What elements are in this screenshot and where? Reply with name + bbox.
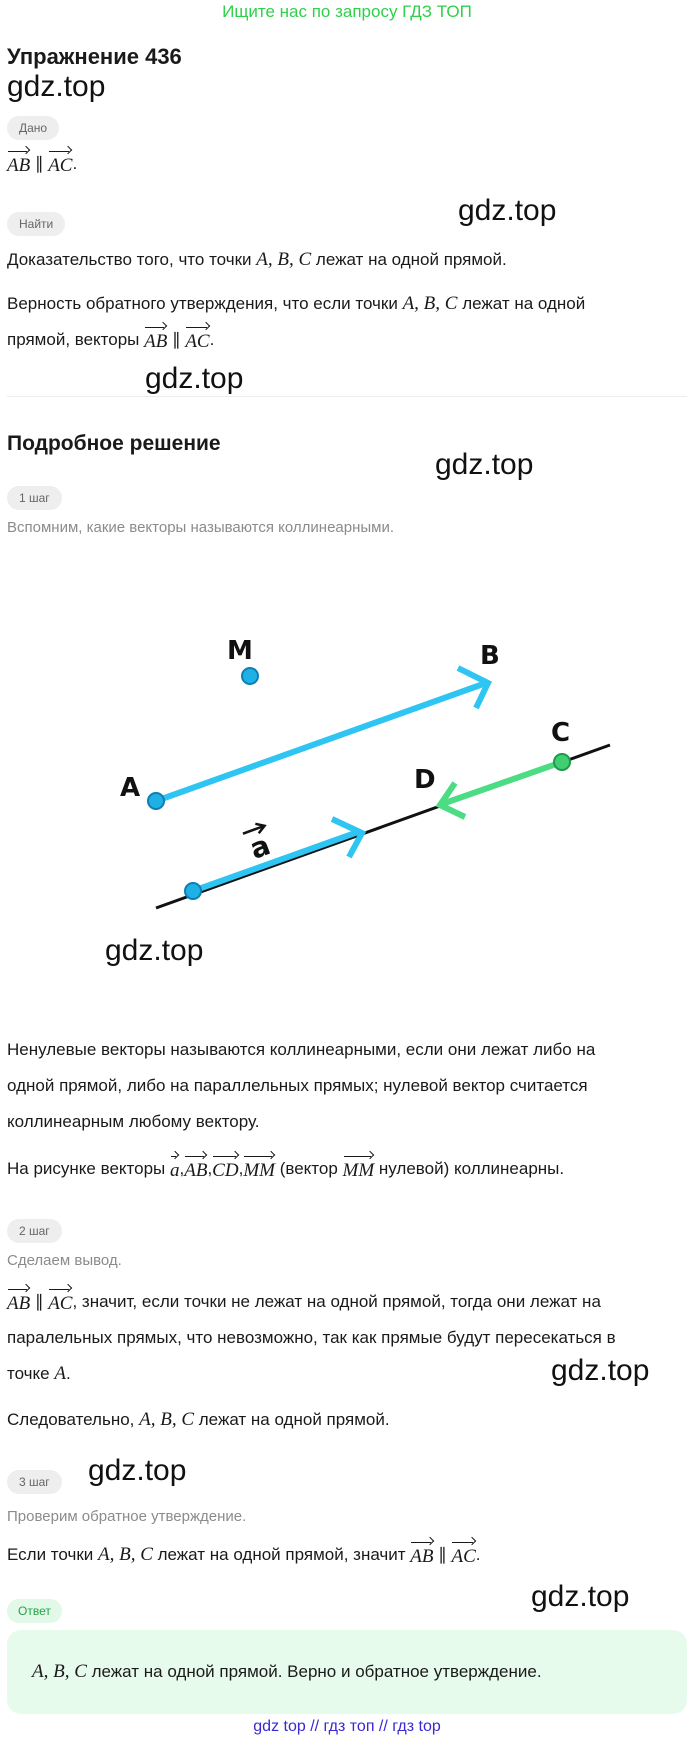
text: Верность обратного утверждения, что если точки [7, 294, 398, 313]
comma: , [179, 1159, 185, 1178]
text: Доказательство того, что точки [7, 250, 252, 269]
period: . [475, 1545, 481, 1564]
point-m [242, 668, 258, 684]
vector-ac: AC [451, 1540, 475, 1566]
step-1-p4 [7, 1151, 687, 1187]
step-3-caption: Проверим обратное утверждение. [7, 1508, 247, 1525]
point-a-start [185, 883, 201, 899]
points-abc: A, B, C [139, 1409, 195, 1430]
label-d: D [414, 765, 436, 795]
vector-mm: MM [343, 1154, 375, 1180]
step-2-p2: паралельных прямых, что невозможно, так как прямые будут пересекаться в [7, 1328, 616, 1347]
search-banner[interactable]: Ищите нас по запросу ГДЗ ТОП [222, 2, 472, 21]
step-2-p1 [7, 1284, 687, 1320]
parallel-symbol: ∥ [172, 330, 181, 349]
step-2-p3 [7, 1356, 687, 1392]
watermark: gdz.top [7, 70, 106, 103]
period: . [72, 154, 78, 173]
comma: , [238, 1159, 244, 1178]
points-abc: A, B, C [256, 249, 312, 270]
vector-ab: AB [410, 1540, 433, 1566]
label-vector-a [241, 821, 276, 866]
given-statement [7, 146, 687, 182]
vector-ac: AC [185, 325, 209, 351]
find-line-2 [7, 286, 687, 322]
comma: , [207, 1159, 213, 1178]
vector-cd: CD [212, 1154, 238, 1180]
step-2-caption: Сделаем вывод. [7, 1252, 122, 1269]
points-abc: A, B, C [32, 1661, 87, 1682]
given-pill: Дано [7, 116, 59, 140]
watermark: gdz.top [88, 1454, 187, 1487]
vector-mm: MM [243, 1154, 275, 1180]
text: нулевой) коллинеарны. [378, 1159, 565, 1178]
step-1-p3: коллинеарным любому вектору. [7, 1112, 260, 1131]
label-a-lower: a [245, 828, 275, 866]
text: лежат на одной прямой. [198, 1410, 390, 1429]
text: лежат на одной [462, 294, 586, 313]
parallel-symbol: ∥ [34, 1292, 44, 1311]
period: . [65, 1364, 71, 1383]
vector-ac: AC [48, 1287, 72, 1313]
text: точке [7, 1364, 50, 1383]
vector-ab: AB [184, 1154, 207, 1180]
divider [7, 396, 687, 397]
label-a: A [120, 773, 141, 803]
step-2-pill: 2 шаг [7, 1219, 62, 1243]
text: лежат на одной прямой. Верно и обратное утверждение. [91, 1662, 542, 1681]
period: . [209, 330, 215, 349]
step-1-caption: Вспомним, какие векторы называются коллинеарными. [7, 519, 395, 536]
parallel-symbol: ∥ [438, 1545, 447, 1564]
vector-cd-arrow [442, 762, 562, 804]
exercise-title: Упражнение 436 [7, 44, 182, 69]
point-c [554, 754, 570, 770]
footer-links[interactable]: gdz top // гдз топ // гдз top [253, 1718, 441, 1735]
step-1-pill: 1 шаг [7, 486, 62, 510]
vector-ab: AB [7, 1287, 30, 1313]
step-3-pill: 3 шаг [7, 1470, 62, 1494]
vector-ac: AC [48, 149, 72, 175]
find-pill: Найти [7, 212, 65, 236]
vector-ab-arrow [156, 683, 486, 801]
find-line-1 [7, 242, 687, 278]
collinear-vectors-figure [0, 610, 694, 940]
text: , значит, если точки не лежат на одной прямой, тогда они лежат на [72, 1292, 601, 1311]
text: Если точки [7, 1545, 94, 1564]
watermark: gdz.top [551, 1354, 650, 1387]
label-b: B [480, 641, 500, 671]
vector-a-arrow [193, 832, 358, 891]
watermark: gdz.top [105, 934, 204, 967]
text: лежат на одной прямой, значит [157, 1545, 406, 1564]
text: На рисунке векторы [7, 1159, 166, 1178]
vector-ab: AB [144, 325, 167, 351]
answer-pill: Ответ [7, 1599, 62, 1623]
answer-text [32, 1655, 542, 1689]
point-a [148, 793, 164, 809]
find-line-3 [7, 322, 687, 358]
solution-title: Подробное решение [7, 432, 221, 455]
points-abc: A, B, C [402, 293, 458, 314]
parallel-symbol: ∥ [34, 154, 44, 173]
step-2-p4 [7, 1402, 687, 1438]
vector-ab: AB [7, 149, 30, 175]
text: лежат на одной прямой. [315, 250, 507, 269]
watermark: gdz.top [531, 1580, 630, 1613]
watermark: gdz.top [145, 362, 244, 395]
watermark: gdz.top [458, 194, 557, 227]
watermark: gdz.top [435, 448, 534, 481]
point-a-text: A [54, 1363, 66, 1384]
step-3-p1 [7, 1537, 687, 1573]
text: Следовательно, [7, 1410, 135, 1429]
step-1-p1: Ненулевые векторы называются коллинеарными, если они лежат либо на [7, 1040, 596, 1059]
points-abc: A, B, C [98, 1544, 153, 1565]
step-1-p2: одной прямой, либо на параллельных прямых; нулевой вектор считается [7, 1076, 588, 1095]
label-c: C [551, 718, 571, 748]
text: прямой, векторы [7, 330, 140, 349]
vector-a: a [170, 1154, 180, 1180]
label-m: M [227, 636, 253, 666]
text: (вектор [279, 1159, 338, 1178]
